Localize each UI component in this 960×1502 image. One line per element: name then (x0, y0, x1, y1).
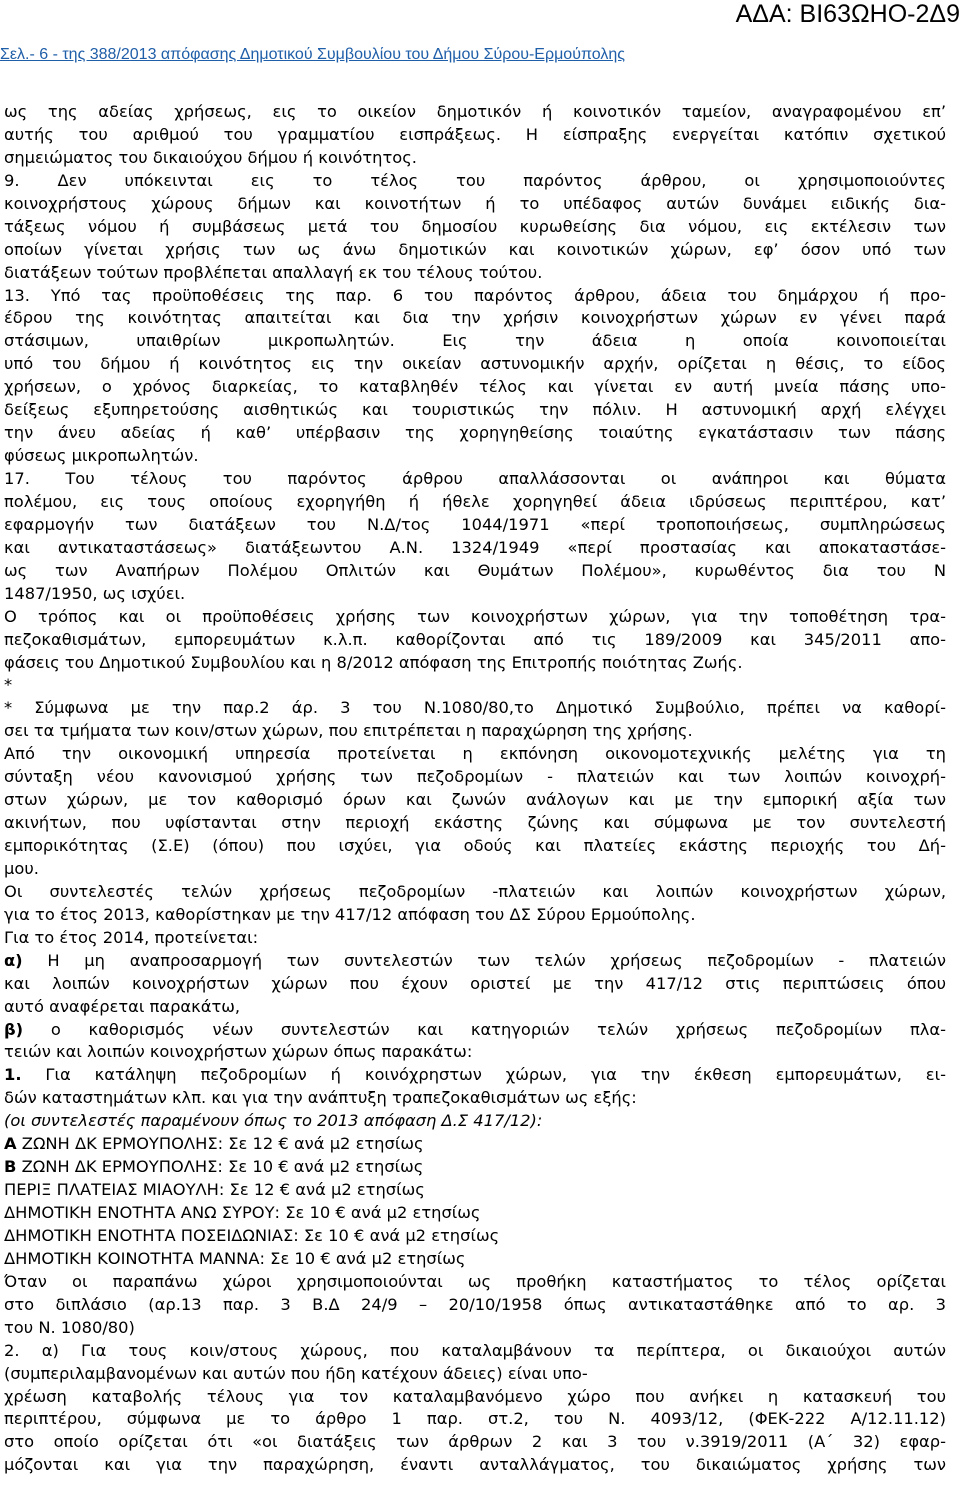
text-line: δείξεως εξυπηρετούσης αισθητικώς και τουριστικώς την πόλιν. Η αστυνομική αρχή ελέγχει (4, 400, 946, 420)
text-line: ακινήτων, που υφίστανται στην περιοχή εκάστης ζώνης και σύμφωνα με τον συντελεστή (4, 813, 946, 833)
text-line: εμπορικότητας (Σ.Ε) (όπου) που ισχύει, για οδούς και πλατείες εκάστης περιοχής του Δή- (4, 836, 946, 855)
text-line: πεζοκαθισμάτων, εμπορευμάτων κ.λ.π. καθορίζονται από τις 189/2009 και 345/2011 απο- (4, 629, 946, 649)
text-line: μόζονται και για την παραχώρηση, έναντι ανταλλάγματος, του δικαιώματος χρήσης των (4, 1455, 946, 1475)
text-line: Ο τρόπος και οι προϋποθέσεις χρήσης των κοινοχρήστων χώρων, για την τοποθέτηση τρα- (4, 606, 946, 626)
text-line: στο διπλάσιο (αρ.13 παρ. 3 Β.Δ 24/9 – 20/10/1958 όπως αντικαταστάθηκε από το αρ. 3 (4, 1294, 946, 1314)
text-line: ΔΗΜΟΤΙΚΗ ΚΟΙΝΟΤΗΤΑ ΜΑΝΝΑ: Σε 10 € ανά μ2 ετησίως (4, 1248, 466, 1268)
text-line: (οι συντελεστές παραμένουν όπως το 2013 απόφαση Δ.Σ 417/12): (4, 1111, 543, 1131)
text-line: ΔΗΜΟΤΙΚΗ ΕΝΟΤΗΤΑ ΠΟΣΕΙΔΩΝΙΑΣ: Σε 10 € ανά μ2 ετησίως (4, 1225, 500, 1245)
text-line: διατάξεων τούτων προβλέπεται απαλλαγή εκ του τέλους τούτου. (4, 262, 543, 282)
text-line: 13. Υπό τας προϋποθέσεις της παρ. 6 του παρόντος άρθρου, άδεια του δημάρχου ή προ- (4, 285, 946, 305)
text-line: 1487/1950, ως ισχύει. (4, 583, 186, 603)
text-line: μου. (4, 858, 39, 878)
text-line: και αντικαταστάσεως» διατάξεωντου Α.Ν. 1324/1949 «περί προστασίας και αποκαταστάσε- (4, 537, 946, 557)
text-line: αυτής του αριθμού του γραμματίου εισπράξεως. Η είσπραξης ενεργείται κατόπιν σχετικού (4, 124, 946, 144)
text-line: 1. Για κατάληψη πεζοδρομίων ή κοινόχρηστων χώρων, για την έκθεση εμπορευμάτων, ει- (4, 1065, 946, 1085)
text-line: και λοιπών κοινοχρήστων χώρων που έχουν οριστεί με την 417/12 στις περιπτώσεις όπου (4, 973, 946, 993)
text-line: * Σύμφωνα με την παρ.2 άρ. 3 του Ν.1080/80,το Δημοτικό Συμβούλιο, πρέπει να καθορί- (4, 698, 946, 718)
text-line: σύνταξη νέου κανονισμού χρήσης των πεζοδρομίων - πλατειών και των λοιπών κοινοχρή- (4, 767, 946, 787)
text-line: στων χώρων, με τον καθορισμό όρων και ζωνών ανάλογων και με την εμπορική αξία των (4, 790, 946, 810)
text-line: σημειώματος του δικαιούχου δήμου ή κοινότητος. (4, 147, 417, 167)
text-line: στάσιμων, υπαιθρίων μικροπωλητών. Εις την άδεια η οποία κοινοποιείται (4, 331, 946, 351)
ada-code: ΑΔΑ: ΒΙ63ΩΗΟ-2Δ9 (735, 0, 960, 28)
text-line: οποίων γίνεται χρήσις των ως άνω δημοτικών και κοινοτικών χώρων, εφ’ όσον υπό των (4, 239, 946, 259)
text-line: για το έτος 2013, καθορίστηκαν με την 417/12 απόφαση του ΔΣ Σύρου Ερμούπολης. (4, 904, 696, 924)
text-line: Όταν οι παραπάνω χώροι χρησιμοποιούνται ως προθήκη καταστήματος το τέλος ορίζεται (4, 1271, 946, 1291)
text-line: σει τα τμήματα των κοιν/στων χώρων, που επιτρέπεται η παραχώρηση της χρήσης. (4, 721, 693, 741)
text-line: χρήσεων, ο χρόνος διαρκείας, το καταβληθέν τέλος και γίνεται εν αυτή μνεία πάσης υπο- (4, 377, 946, 397)
text-line: 2. α) Για τους κοιν/στους χώρους, που καταλαμβάνουν τα περίπτερα, οι δικαιούχοι αυτών (4, 1340, 946, 1360)
text-line: φάσεις του Δημοτικού Συμβουλίου και η 8/2012 απόφαση της Επιτροπής ποιότητας Ζωής. (4, 652, 743, 672)
text-line: φύσεως μικροπωλητών. (4, 446, 199, 466)
text-line: Για το έτος 2014, προτείνεται: (4, 927, 259, 947)
text-line: Β ΖΩΝΗ ΔΚ ΕΡΜΟΥΠΟΛΗΣ: Σε 10 € ανά μ2 ετησίως (4, 1157, 424, 1177)
text-line: ΠΕΡΙΞ ΠΛΑΤΕΙΑΣ ΜΙΑΟΥΛΗ: Σε 12 € ανά μ2 ετησίως (4, 1180, 425, 1200)
text-line: * (4, 675, 13, 695)
text-line: ως της αδείας χρήσεως, εις το οικείον δημοτικόν ή κοινοτικόν ταμείον, αναγραφομένου επ’ (4, 102, 946, 121)
text-line: ως των Αναπήρων Πολέμου Οπλιτών και Θυμάτων Πολέμου», κυρωθέντος δια του Ν (4, 560, 946, 580)
text-line: πολέμου, εις τους οποίους εχορηγήθη ή ήθελε χορηγηθεί άδεια ιδρύσεως περιπτέρου, κατ’ (4, 491, 946, 511)
text-line: του Ν. 1080/80) (4, 1317, 135, 1337)
text-line: (συμπεριλαμβανομένων και αυτών που ήδη κατέχουν άδειες) είναι υπο- (4, 1363, 588, 1383)
text-line: χρέωση καταβολής τέλους για τον καταλαμβανόμενο χώρο που ανήκει η κατασκευή του (4, 1386, 946, 1406)
text-line: τάξεως νόμου ή συμβάσεως μετά του δημοσίου κυρωθείσης δια νόμου, εις εκτέλεσιν των (4, 216, 946, 236)
page-reference-link[interactable]: Σελ.- 6 - της 388/2013 απόφασης Δημοτικού Συμβουλίου του Δήμου Σύρου-Ερμούπολης (0, 46, 625, 63)
text-line: β) ο καθορισμός νέων συντελεστών και κατηγοριών τελών χρήσεως πεζοδρομίων πλα- (4, 1019, 946, 1039)
text-line: τειών και λοιπών κοινοχρήστων χώρων όπως παρακάτω: (4, 1042, 473, 1062)
text-line: υπό του δήμου ή κοινότητος εις την οικείαν αστυνομικήν αρχήν, ορίζεται η θέσις, το είδος (4, 354, 946, 374)
text-line: την άνευ αδείας ή καθ’ υπέρβασιν της χορηγηθείσης τοιαύτης εγκατάστασιν των πάσης (4, 423, 946, 443)
text-line: 9. Δεν υπόκεινται εις το τέλος του παρόντος άρθρου, οι χρησιμοποιούντες (4, 170, 946, 190)
text-line: κοινοχρήστους χώρους δήμων και κοινοτήτων ή το υπέδαφος αυτών δυνάμει ειδικής δια- (4, 193, 946, 213)
text-line: α) Η μη αναπροσαρμογή των συντελεστών των τελών χρήσεως πεζοδρομίων - πλατειών (4, 950, 946, 970)
text-line: Οι συντελεστές τελών χρήσεως πεζοδρομίων -πλατειών και λοιπών κοινοχρήστων χώρων, (4, 881, 946, 901)
text-line: αυτό αναφέρεται παρακάτω, (4, 996, 241, 1016)
text-line: Α ΖΩΝΗ ΔΚ ΕΡΜΟΥΠΟΛΗΣ: Σε 12 € ανά μ2 ετησίως (4, 1134, 424, 1154)
text-line: περιπτέρου, σύμφωνα με το άρθρο 1 παρ. στ.2, του Ν. 4093/12, (ΦΕΚ-222 Α/12.11.12) (4, 1409, 946, 1429)
document-body (0, 101, 960, 1477)
text-line: ΔΗΜΟΤΙΚΗ ΕΝΟΤΗΤΑ ΑΝΩ ΣΥΡΟΥ: Σε 10 € ανά μ2 ετησίως (4, 1203, 481, 1222)
text-line: 17. Του τέλους του παρόντος άρθρου απαλλάσσονται οι ανάπηροι και θύματα (4, 469, 946, 488)
text-line: εφαρμογήν των διατάξεων του Ν.Δ/τος 1044/1971 «περί τροποποιήσεως, συμπληρώσεως (4, 514, 946, 534)
text-line: Από την οικονομική υπηρεσία προτείνεται η εκπόνηση οικονομοτεχνικής μελέτης για τη (4, 744, 946, 764)
text-line: έδρου της κοινότητας απαιτείται και δια την χρήσιν κοινοχρήστων χώρων εν γένει παρά (4, 308, 946, 328)
text-line: στο οποίο ορίζεται ότι «οι διατάξεις των άρθρων 2 και 3 του ν.3919/2011 (Α΄ 32) εφαρ- (4, 1432, 946, 1452)
text-line: δών καταστημάτων κλπ. και για την ανάπτυξη τραπεζοκαθισμάτων ως εξής: (4, 1088, 637, 1108)
